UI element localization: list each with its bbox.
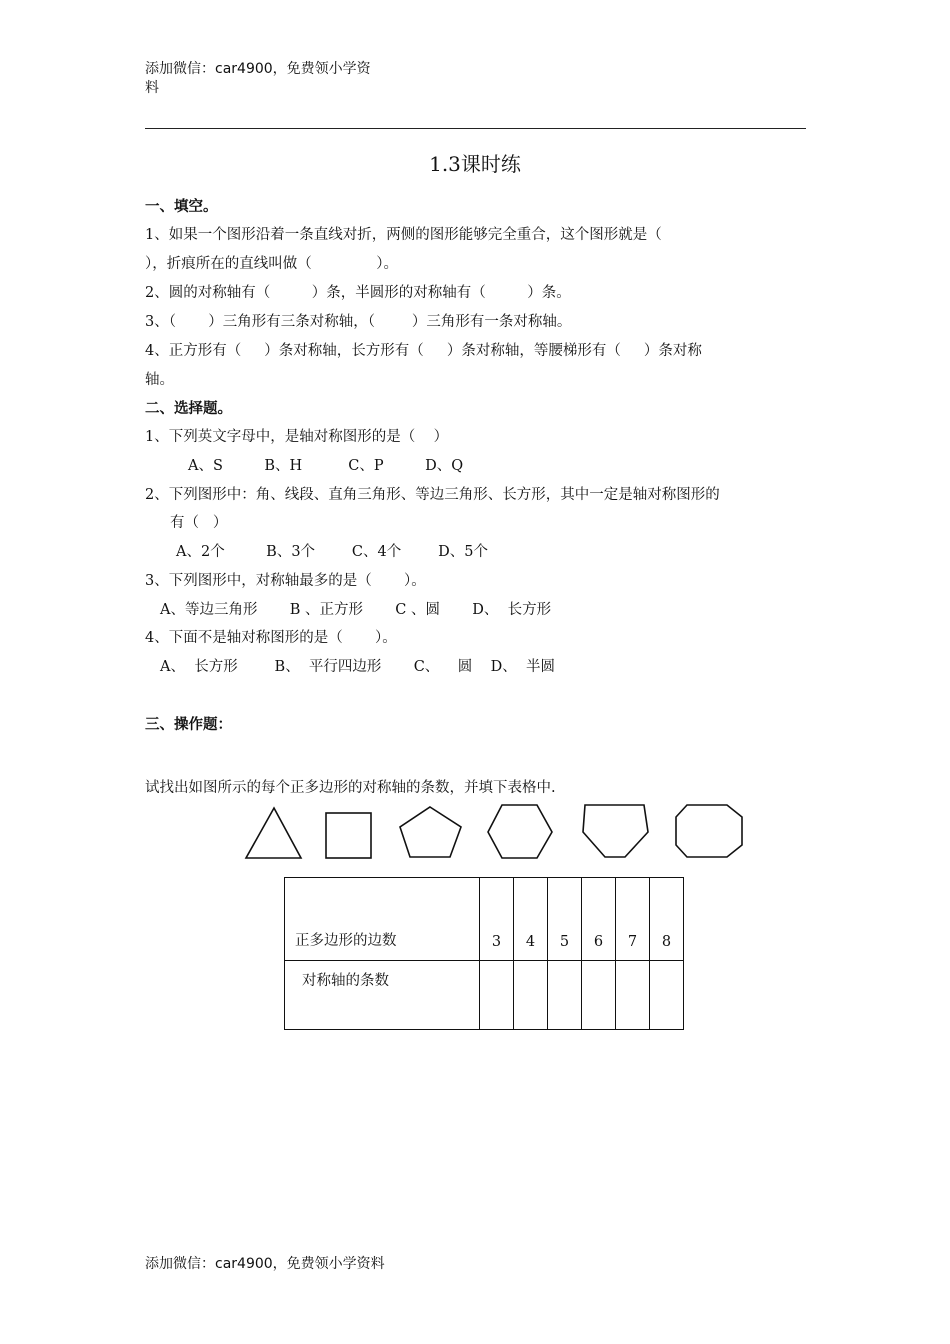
triangle-icon	[246, 808, 301, 858]
sides-cell: 4	[514, 878, 548, 961]
section-heading-operation: 三、操作题：	[145, 717, 232, 733]
choice-q2-options: A、2个 B、3个 C、4个 D、5个	[176, 544, 488, 560]
row-label-sides: 正多边形的边数	[285, 878, 480, 961]
answer-cell[interactable]	[650, 961, 684, 1030]
pentagon-icon	[400, 807, 461, 857]
fill-line-3: 2、圆的对称轴有（ ）条，半圆形的对称轴有（ ）条。	[145, 285, 571, 301]
table-row-sides	[285, 878, 684, 961]
header-line-1: 添加微信：car4900，免费领小学资	[145, 61, 371, 77]
heptagon-icon	[583, 805, 648, 857]
choice-q3-options: A、等边三角形 B 、正方形 C 、圆 D、 长方形	[160, 602, 552, 618]
section-heading-choice: 二、选择题。	[145, 401, 232, 417]
choice-q2: 2、下列图形中：角、线段、直角三角形、等边三角形、长方形，其中一定是轴对称图形的	[145, 487, 720, 503]
header-line-2: 料	[145, 80, 159, 96]
octagon-icon	[676, 805, 742, 857]
row-label-axes: 对称轴的条数	[285, 961, 480, 1030]
fill-line-1: 1、如果一个图形沿着一条直线对折，两侧的图形能够完全重合，这个图形就是（	[145, 227, 662, 243]
footer-text: 添加微信：car4900，免费领小学资料	[145, 1256, 385, 1272]
operation-instruction: 试找出如图所示的每个正多边形的对称轴的条数，并填下表格中.	[145, 780, 556, 796]
choice-q3: 3、下列图形中，对称轴最多的是（ ）。	[145, 573, 426, 589]
hexagon-icon	[488, 805, 552, 858]
choice-q2-cont: 有（ ）	[170, 515, 228, 531]
choice-q1-options: A、S B、H C、P D、Q	[188, 458, 464, 474]
polygon-figures	[240, 802, 750, 864]
header-divider	[145, 128, 806, 129]
square-icon	[326, 813, 371, 858]
polygon-axes-table	[284, 877, 684, 1030]
sides-cell: 6	[582, 878, 616, 961]
sides-cell: 5	[548, 878, 582, 961]
answer-cell[interactable]	[514, 961, 548, 1030]
fill-line-5: 4、正方形有（ ）条对称轴，长方形有（ ）条对称轴，等腰梯形有（ ）条对称	[145, 343, 702, 359]
sides-cell: 3	[480, 878, 514, 961]
answer-cell[interactable]	[616, 961, 650, 1030]
choice-q1: 1、下列英文字母中，是轴对称图形的是（ ）	[145, 429, 449, 445]
sides-cell: 8	[650, 878, 684, 961]
sides-cell: 7	[616, 878, 650, 961]
section-heading-fill: 一、填空。	[145, 199, 218, 215]
page-title: 1.3课时练	[429, 152, 521, 176]
fill-line-6: 轴。	[145, 372, 174, 388]
choice-q4: 4、下面不是轴对称图形的是（ ）。	[145, 630, 397, 646]
answer-cell[interactable]	[548, 961, 582, 1030]
choice-q4-options: A、 长方形 B、 平行四边形 C、 圆 D、 半圆	[160, 659, 556, 675]
fill-line-2: ），折痕所在的直线叫做（ ）。	[145, 256, 399, 272]
answer-cell[interactable]	[582, 961, 616, 1030]
answer-cell[interactable]	[480, 961, 514, 1030]
fill-line-4: 3、（ ）三角形有三条对称轴，（ ）三角形有一条对称轴。	[145, 314, 572, 330]
table-row-axes	[285, 961, 684, 1030]
